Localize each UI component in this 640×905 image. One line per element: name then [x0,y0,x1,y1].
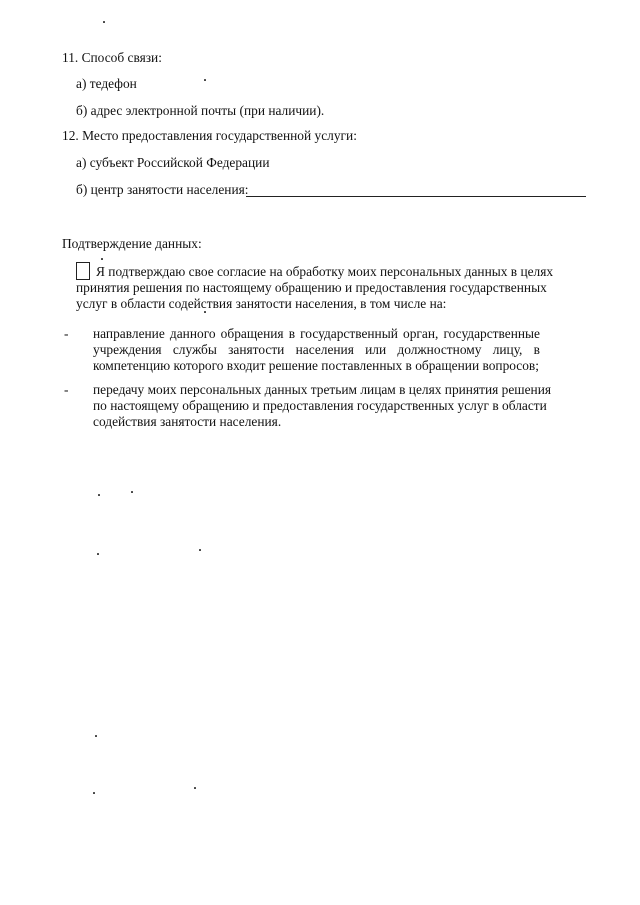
bullet1-line-2: учреждения службы занятости населения или должностному лицу, в [93,342,540,357]
scan-speck [199,549,201,551]
scan-speck [98,494,100,496]
consent-line-2: принятия решения по настоящему обращению и предоставления государственных [76,280,547,295]
contact-option-phone: а) тедефон [76,76,137,91]
consent-checkbox[interactable] [76,262,90,280]
scan-speck [103,21,105,23]
consent-line-1: Я подтверждаю свое согласие на обработку моих персональных данных в целях [96,264,554,279]
scan-speck [97,553,99,555]
scan-speck [101,258,103,260]
bullet2-line-2: по настоящему обращению и предоставления государственных услуг в области [93,398,547,413]
place-option-subject: а) субъект Российской Федерации [76,155,270,170]
section-11-heading: 11. Способ связи: [62,50,162,65]
place-option-employment-center: б) центр занятости населения: [76,182,249,197]
scan-speck [204,79,206,81]
bullet-dash-1: - [64,326,69,341]
contact-option-email: б) адрес электронной почты (при наличии). [76,103,325,118]
scan-speck [204,311,206,313]
employment-center-fill-line[interactable] [246,196,586,197]
bullet-dash-2: - [64,382,69,397]
scan-speck [194,787,196,789]
confirmation-heading: Подтверждение данных: [62,236,202,251]
section-12-heading: 12. Место предоставления государственной услуги: [62,128,357,143]
bullet2-line-3: содействия занятости населения. [93,414,282,429]
bullet1-line-1: направление данного обращения в государственный орган, государственные [93,326,540,341]
scan-speck [131,491,133,493]
scan-speck [93,792,95,794]
scan-speck [95,735,97,737]
bullet1-line-3: компетенцию которого входит решение поставленных в обращении вопросов; [93,358,539,373]
bullet2-line-1: передачу моих персональных данных третьим лицам в целях принятия решения [93,382,552,397]
consent-line-3: услуг в области содействия занятости населения, в том числе на: [76,296,447,311]
